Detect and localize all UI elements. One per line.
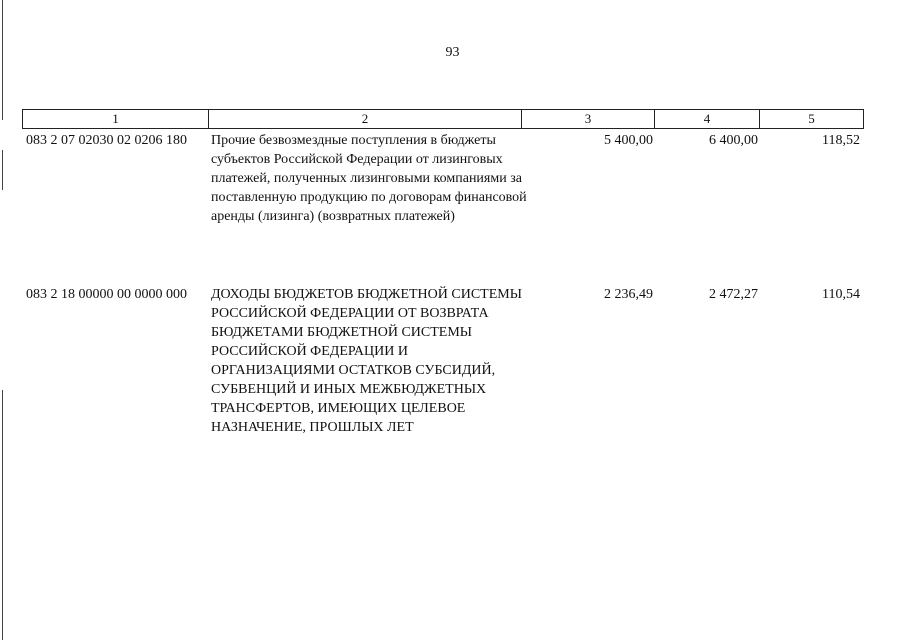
row-value-col5: 110,54 [822,287,860,302]
row-value-col4: 6 400,00 [709,133,758,148]
table-header-row [22,109,864,129]
header-col-1: 1 [23,110,209,128]
row-value-col4: 2 472,27 [709,287,758,302]
row-value-col5: 118,52 [822,133,860,148]
header-col-5: 5 [760,110,864,128]
page-number: 93 [445,45,460,60]
scan-edge-line [2,390,3,640]
header-col-2: 2 [209,110,522,128]
row-code: 083 2 18 00000 00 0000 000 [26,287,187,302]
row-name: Прочие безвозмездные поступления в бюджеты субъектов Российской Федерации от лизинговых платежей, полученных лизинговыми компаниями за поставленную продукцию по договорам финансовой аренды (лизинга) (возвратных платежей) [211,133,527,224]
table-row [22,131,864,251]
scan-edge-line [2,150,3,190]
table-row [22,285,864,445]
header-col-4: 4 [655,110,760,128]
header-col-3: 3 [522,110,655,128]
row-code: 083 2 07 02030 02 0206 180 [26,133,187,148]
row-value-col3: 5 400,00 [604,133,653,148]
row-name: ДОХОДЫ БЮДЖЕТОВ БЮДЖЕТНОЙ СИСТЕМЫ РОССИЙСКОЙ ФЕДЕРАЦИИ ОТ ВОЗВРАТА БЮДЖЕТАМИ БЮДЖЕТНОЙ СИСТЕМЫ РОССИЙСКОЙ ФЕДЕРАЦИИ И ОРГАНИЗАЦИЯМИ ОСТАТКОВ СУБСИДИЙ, СУБВЕНЦИЙ И ИНЫХ МЕЖБЮДЖЕТНЫХ ТРАНСФЕРТОВ, ИМЕЮЩИХ ЦЕЛЕВОЕ НАЗНАЧЕНИЕ, ПРОШЛЫХ ЛЕТ [211,287,522,435]
row-value-col3: 2 236,49 [604,287,653,302]
